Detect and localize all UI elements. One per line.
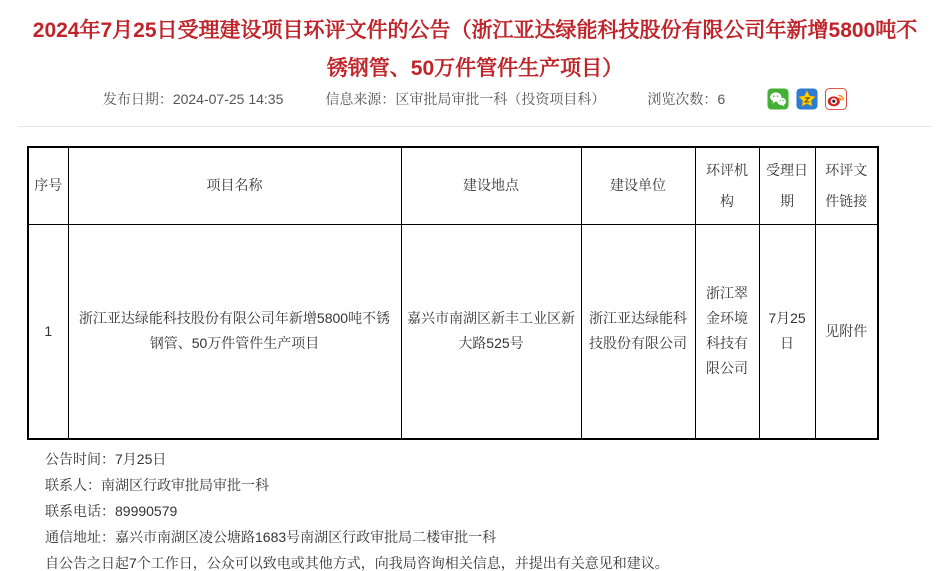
footer-notice-statement: 自公告之日起7个工作日，公众可以致电或其他方式，向我局咨询相关信息，并提出有关意见和建议。 bbox=[45, 555, 669, 571]
view-count bbox=[647, 89, 725, 109]
wechat-share-icon[interactable] bbox=[767, 88, 789, 110]
footer-contact-phone: 联系电话：89990579 bbox=[45, 503, 178, 519]
share-buttons bbox=[767, 88, 847, 110]
col-header-doc-link: 环评文件链接 bbox=[815, 147, 878, 224]
cell-doc-link[interactable]: 见附件 bbox=[815, 224, 878, 439]
cell-accept-date: 7月25日 bbox=[759, 224, 815, 439]
footer-info bbox=[45, 451, 950, 571]
cell-builder: 浙江亚达绿能科技股份有限公司 bbox=[581, 224, 695, 439]
table-row bbox=[28, 224, 878, 439]
col-header-index: 序号 bbox=[28, 147, 68, 224]
announcement-page bbox=[0, 12, 950, 571]
meta-bar bbox=[18, 88, 932, 127]
cell-eia-agency: 浙江翠金环境科技有限公司 bbox=[695, 224, 759, 439]
col-header-builder: 建设单位 bbox=[581, 147, 695, 224]
view-count-label: 浏览次数： bbox=[647, 91, 718, 107]
view-count-value: 6 bbox=[717, 91, 726, 107]
footer-announce-time: 公告时间：7月25日 bbox=[45, 451, 167, 467]
info-source bbox=[325, 89, 605, 109]
publish-date-label: 发布日期： bbox=[102, 91, 173, 107]
page-title-line2: 锈钢管、50万件管件生产项目） bbox=[326, 57, 624, 80]
page-title-line1: 2024年7月25日受理建设项目环评文件的公告（浙江亚达绿能科技股份有限公司年新增5800吨不 bbox=[32, 19, 918, 42]
page-title bbox=[0, 12, 950, 88]
col-header-eia-agency: 环评机构 bbox=[695, 147, 759, 224]
cell-location: 嘉兴市南湖区新丰工业区新大路525号 bbox=[401, 224, 581, 439]
acceptance-table bbox=[27, 146, 879, 440]
footer-mail-address: 通信地址：嘉兴市南湖区凌公塘路1683号南湖区行政审批局二楼审批一科 bbox=[45, 529, 497, 545]
publish-date bbox=[103, 89, 284, 109]
info-source-value: 区审批局审批一科（投资项目科） bbox=[395, 91, 606, 107]
publish-date-value: 2024-07-25 14:35 bbox=[172, 91, 284, 107]
cell-project-name: 浙江亚达绿能科技股份有限公司年新增5800吨不锈钢管、50万件管件生产项目 bbox=[68, 224, 401, 439]
cell-index: 1 bbox=[28, 224, 68, 439]
footer-contact-person: 联系人：南湖区行政审批局审批一科 bbox=[45, 477, 269, 493]
col-header-accept-date: 受理日期 bbox=[759, 147, 815, 224]
table-header-row bbox=[28, 147, 878, 224]
col-header-location: 建设地点 bbox=[401, 147, 581, 224]
weibo-share-icon[interactable] bbox=[825, 88, 847, 110]
info-source-label: 信息来源： bbox=[325, 91, 396, 107]
qzone-share-icon[interactable] bbox=[796, 88, 818, 110]
col-header-project-name: 项目名称 bbox=[68, 147, 401, 224]
